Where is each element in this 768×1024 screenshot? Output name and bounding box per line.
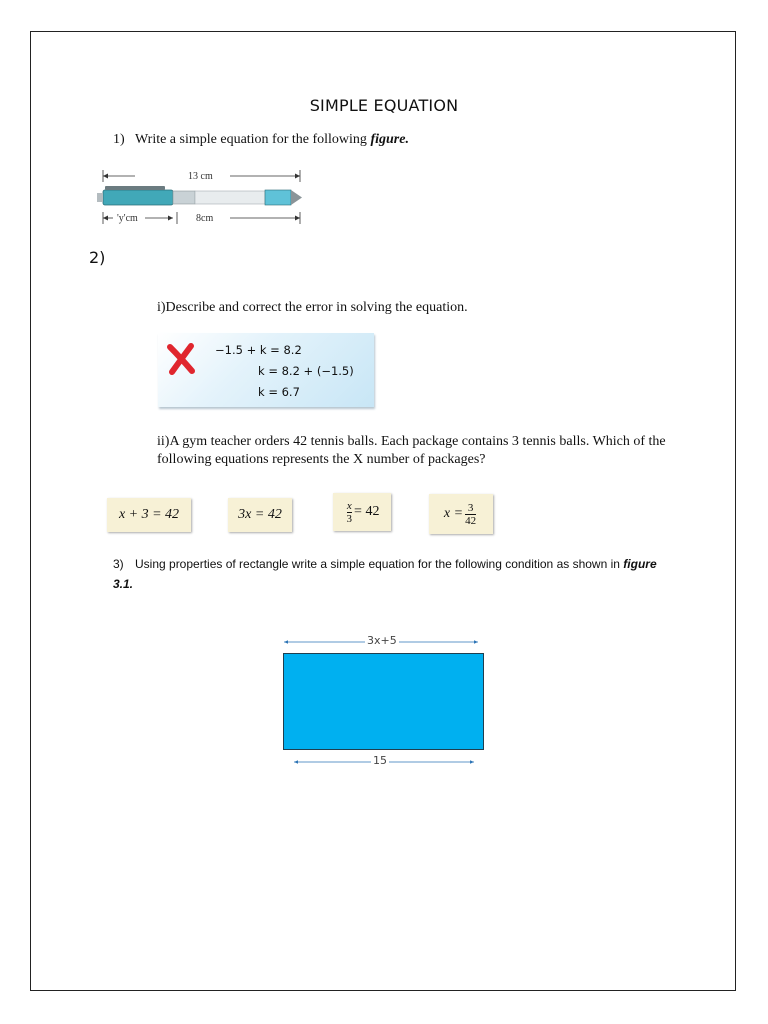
option-d-lhs: x = <box>443 506 464 521</box>
question-3-number: 3) <box>113 557 124 571</box>
question-2-part-i: i)Describe and correct the error in solving the equation. <box>157 300 468 315</box>
question-1-emphasis: figure. <box>370 132 409 147</box>
rect-bottom-dimension <box>293 754 475 770</box>
option-b[interactable] <box>228 498 292 532</box>
option-d-numerator: 3 <box>467 501 474 514</box>
option-c-fraction <box>347 500 353 525</box>
error-line-1: −1.5 + k = 8.2 <box>215 343 302 357</box>
question-3-emphasis: figure 3.1. <box>113 557 657 591</box>
option-a-text: x + 3 = 42 <box>118 507 180 522</box>
document-page <box>30 31 736 991</box>
option-c[interactable] <box>333 493 391 531</box>
page-title: SIMPLE EQUATION <box>309 96 459 115</box>
question-1-number: 1) <box>113 132 125 147</box>
error-line-2: k = 8.2 + (−1.5) <box>258 364 354 378</box>
question-1-text: Write a simple equation for the following <box>135 132 371 147</box>
pen-left-label: 'y'cm <box>117 213 138 224</box>
red-cross-icon <box>166 343 196 375</box>
rect-top-dimension <box>283 634 479 650</box>
rectangle-shape <box>283 653 484 750</box>
rect-bottom-label: 15 <box>373 754 387 767</box>
option-c-rhs: = 42 <box>354 504 380 519</box>
question-2-number: 2) <box>89 248 106 267</box>
option-d-fraction <box>465 502 476 527</box>
pen-figure <box>93 162 313 232</box>
rect-top-label: 3x+5 <box>367 634 397 647</box>
question-1 <box>113 132 409 148</box>
question-3-text: Using properties of rectangle write a simple equation for the following condition as shown in <box>135 557 624 571</box>
option-a[interactable] <box>107 498 191 532</box>
pen-right-label: 8cm <box>196 213 214 224</box>
question-3 <box>113 554 673 594</box>
pen-top-label: 13 cm <box>188 171 213 182</box>
option-c-numerator: x <box>346 499 352 512</box>
option-d-denominator: 42 <box>465 514 477 527</box>
option-c-denominator: 3 <box>346 512 353 525</box>
error-example-box <box>158 333 374 407</box>
error-line-3: k = 6.7 <box>258 385 300 399</box>
option-d[interactable] <box>429 494 493 534</box>
option-b-text: 3x = 42 <box>238 507 282 522</box>
question-2-part-ii: ii)A gym teacher orders 42 tennis balls. Each package contains 3 tennis balls. Which of the following equations represents the X number of packages? <box>157 434 666 467</box>
